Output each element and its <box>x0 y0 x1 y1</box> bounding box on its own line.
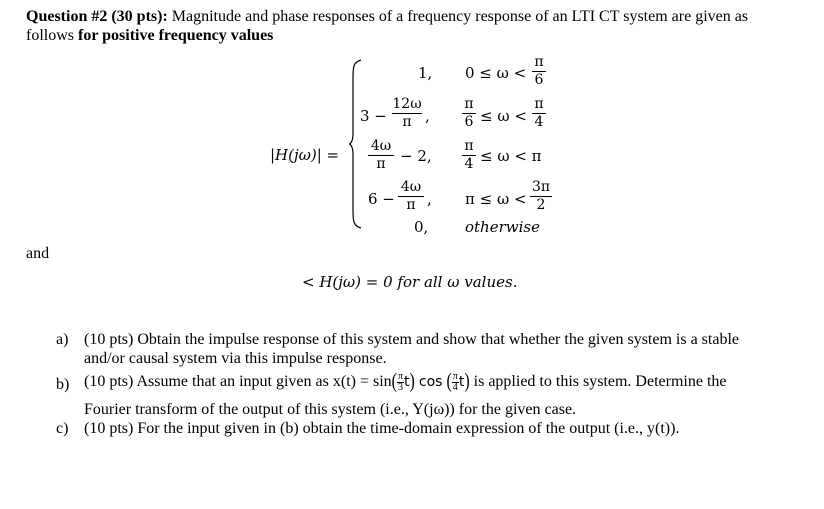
case1-value: 1, <box>418 64 433 82</box>
case4-condition: π ≤ ω < <box>465 190 527 208</box>
part-c-line1: (10 pts) For the input given in (b) obtain the time-domain expression of the output (i.e., y(t)). <box>84 420 680 437</box>
case4-value-prefix: 6 − <box>368 190 395 208</box>
fraction-denominator: 3 <box>398 382 404 393</box>
part-b-line1: (10 pts) Assume that an input given as x(t) = sin( $\frac{\pi}{3}$ t) cos ( $\frac{\pi}{4}$ t) is applied to this system. Determine the <box>84 370 727 393</box>
part-a-line2: and/or causal system via this impulse response. <box>84 350 387 367</box>
subtitle-plain: follows <box>26 27 78 44</box>
case3-condition: ≤ ω < π <box>480 147 542 165</box>
case1-cond-fraction <box>532 54 546 88</box>
fraction-numerator: π <box>534 96 544 112</box>
case1-condition: 0 ≤ ω < <box>465 64 527 82</box>
case2-value-suffix: , <box>425 107 430 125</box>
phase-response-line: < H(jω) = 0 for all ω values. <box>302 273 518 291</box>
part-c-label: c) <box>56 420 69 437</box>
case3-value-fraction <box>368 138 394 172</box>
case4-value-suffix: , <box>427 190 432 208</box>
fraction-denominator: π <box>368 155 394 172</box>
cos-label: cos <box>418 374 443 391</box>
fraction-denominator: 4 <box>452 382 458 393</box>
part-b-text-a: (10 pts) Assume that an input given as x(t) = sin <box>84 373 392 391</box>
fraction-numerator: π <box>464 138 474 154</box>
case4-cond-fraction <box>530 179 552 213</box>
fraction-denominator: 4 <box>532 113 546 130</box>
subtitle-bold: for positive frequency values <box>78 27 274 44</box>
fraction-denominator: 6 <box>462 113 476 130</box>
case3-value-suffix: − 2, <box>400 147 432 165</box>
part-a-line1: (10 pts) Obtain the impulse response of this system and show that whether the given system is a stable <box>84 331 739 348</box>
part-b-text-c: is applied to this system. Determine the <box>473 373 727 391</box>
question-title <box>26 8 748 26</box>
fraction-numerator: π <box>534 54 544 70</box>
fraction-denominator: π <box>392 113 422 130</box>
fraction-denominator: 6 <box>532 71 546 88</box>
left-brace-icon <box>348 58 362 230</box>
fraction-numerator: 3π <box>531 179 551 195</box>
question-subtitle <box>26 27 273 45</box>
fraction-numerator: π <box>397 371 404 382</box>
fraction-numerator: π <box>452 371 458 382</box>
case5-condition: otherwise <box>465 218 540 236</box>
case2-condition: ≤ ω < <box>480 107 527 125</box>
part-b-line2: Fourier transform of the output of this system (i.e., Y(jω)) for the given case. <box>84 401 577 418</box>
fraction-numerator: 4ω <box>370 138 392 154</box>
part-a-label: a) <box>56 331 69 348</box>
case3-cond-left-fraction <box>462 138 476 172</box>
fraction-denominator: 4 <box>462 155 476 172</box>
fraction-numerator: 4ω <box>400 179 422 195</box>
question-number: Question #2 (30 pts): <box>26 8 168 25</box>
and-label: and <box>26 245 50 262</box>
case2-cond-left-fraction <box>462 96 476 130</box>
case2-value-prefix: 3 − <box>360 107 387 125</box>
sin-argument-fraction <box>397 372 404 393</box>
case4-value-fraction <box>398 179 424 213</box>
fraction-numerator: π <box>464 96 474 112</box>
cos-argument-fraction <box>452 372 459 393</box>
fraction-denominator: π <box>398 196 424 213</box>
case2-value-fraction <box>392 96 422 130</box>
fraction-numerator: 12ω <box>392 96 422 112</box>
magnitude-lhs: |H(jω)| = <box>270 146 340 164</box>
case5-value: 0, <box>414 218 429 236</box>
case2-cond-fraction <box>532 96 546 130</box>
part-b-label: b) <box>56 376 70 393</box>
fraction-denominator: 2 <box>530 196 552 213</box>
question-intro: Magnitude and phase responses of a frequency response of an LTI CT system are given as <box>167 8 749 25</box>
